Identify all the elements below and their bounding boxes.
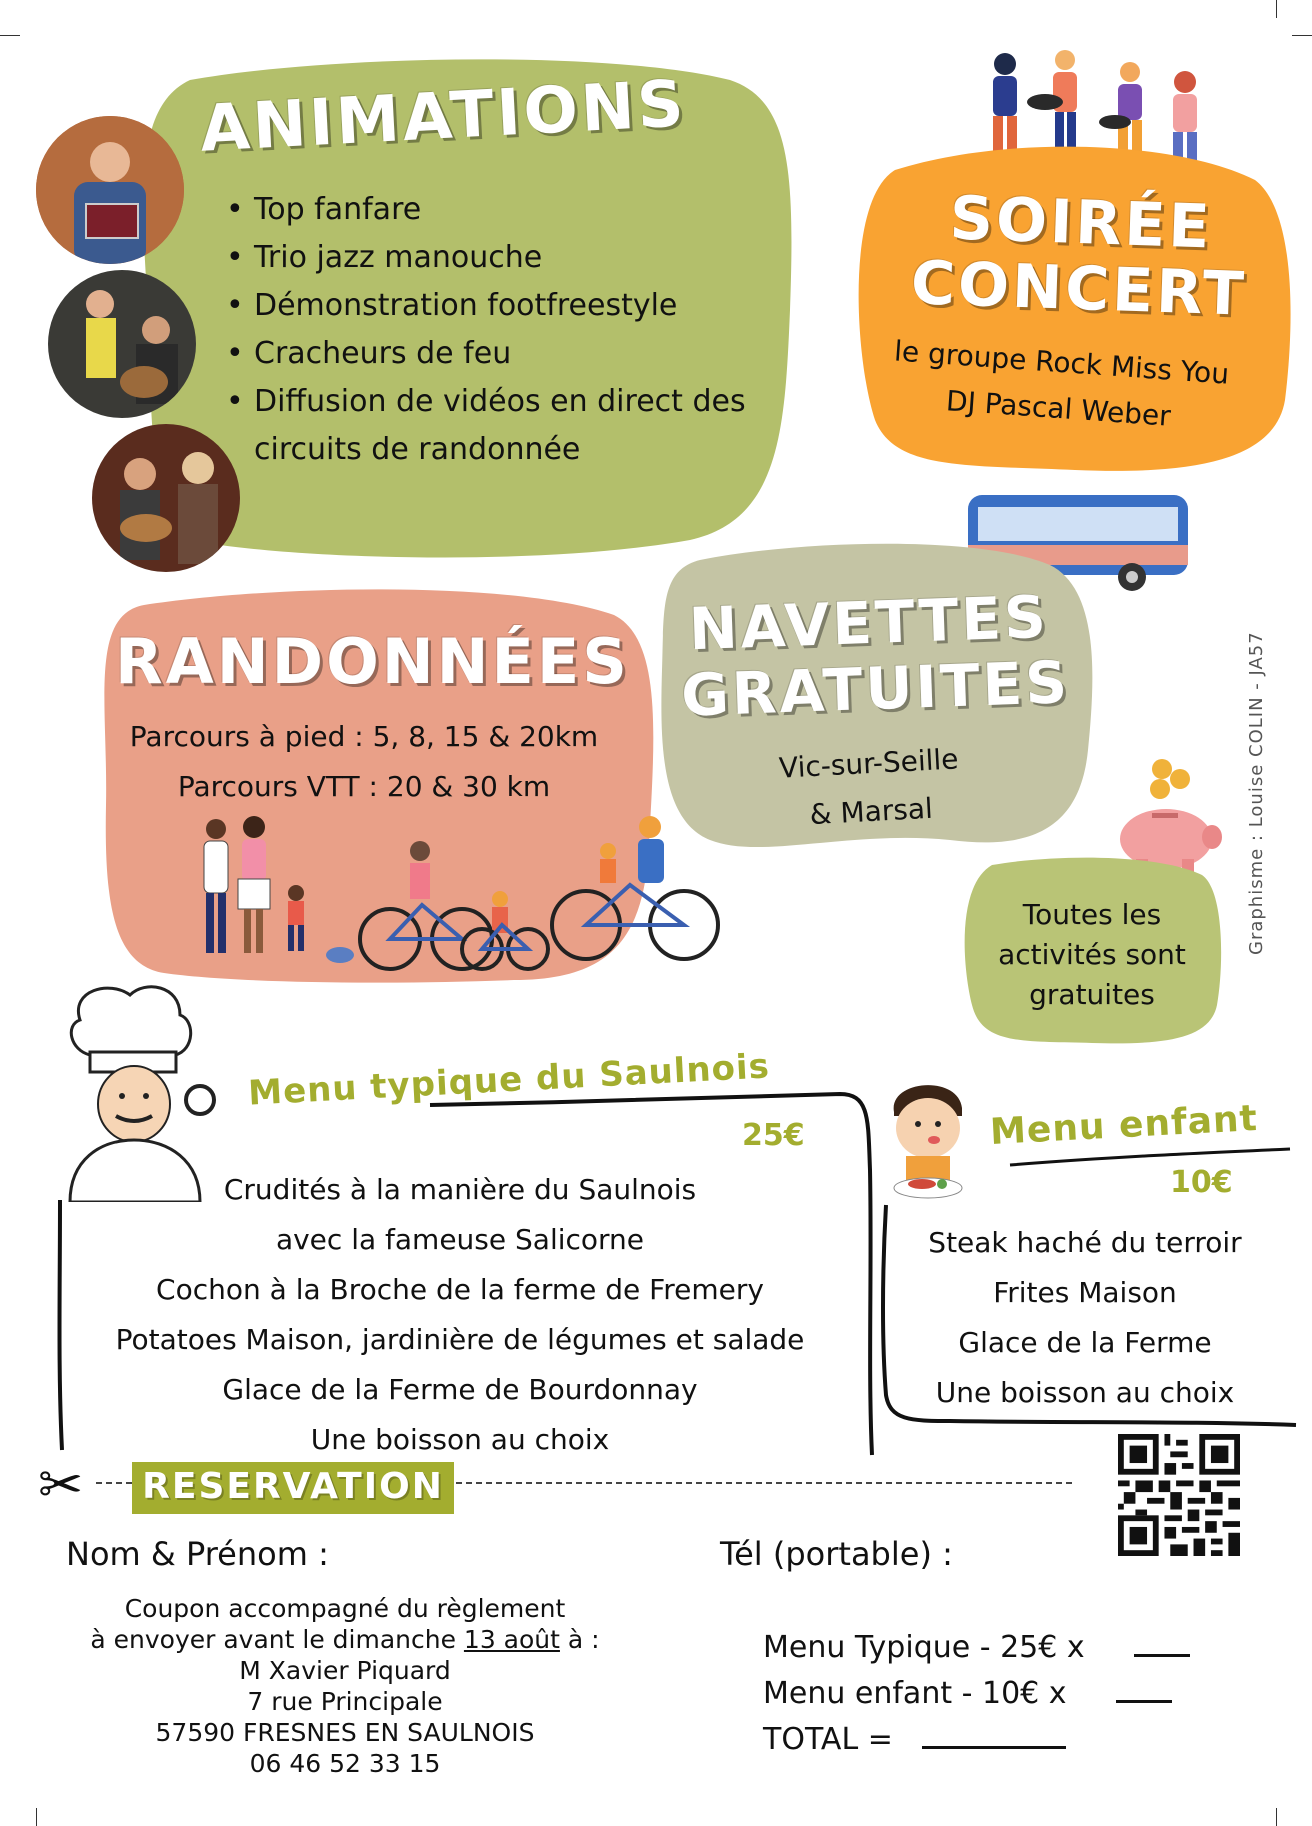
animations-list: [222, 186, 782, 474]
name-field-label[interactable]: Nom & Prénom :: [66, 1535, 329, 1573]
parcours-pied: Parcours à pied : 5, 8, 15 & 20km: [129, 720, 599, 753]
accordion-player-photo: [36, 116, 184, 264]
order-form: [763, 1625, 1190, 1763]
hikers-cyclists-illustration: [190, 815, 730, 975]
coupon-line: Coupon accompagné du règlement: [124, 1594, 566, 1623]
singers-photo: [92, 424, 240, 572]
concert-band: le groupe Rock Miss You: [893, 334, 1231, 391]
crop-mark: [36, 1808, 37, 1826]
coupon-date: 13 août: [463, 1625, 560, 1654]
order-enfant-label: Menu enfant - 10€ x: [763, 1676, 1067, 1711]
list-item: • Top fanfare: [222, 186, 782, 234]
address-street: 7 rue Principale: [247, 1687, 443, 1716]
reservation-label: RESERVATION: [142, 1466, 444, 1507]
order-enfant-qty[interactable]: [1116, 1692, 1172, 1703]
gratuit-line: Toutes les: [1022, 898, 1162, 931]
coupon-line-text: à envoyer avant le dimanche: [90, 1625, 456, 1654]
concert-title-line: CONCERT: [909, 248, 1248, 330]
scissors-icon: ✂: [38, 1453, 84, 1516]
menu-item: Potatoes Maison, jardinière de légumes et salade: [115, 1323, 805, 1356]
crop-mark: [1292, 35, 1312, 36]
coupon-instructions: [40, 1593, 650, 1779]
list-item: • Démonstration footfreestyle: [222, 282, 782, 330]
phone-field-label[interactable]: Tél (portable) :: [720, 1535, 953, 1573]
navette-town: & Marsal: [808, 791, 934, 832]
crop-mark: [1276, 0, 1277, 18]
menu-item: Glace de la Ferme de Bourdonnay: [222, 1373, 698, 1406]
menu-item: Cochon à la Broche de la ferme de Fremery: [156, 1273, 764, 1306]
navettes-title: [678, 582, 1072, 730]
jazz-trio-photo: [48, 270, 196, 418]
menu-item: Glace de la Ferme: [958, 1326, 1212, 1359]
menu-item: Frites Maison: [993, 1276, 1177, 1309]
menu-item: avec la fameuse Salicorne: [275, 1223, 645, 1256]
concert-dj: DJ Pascal Weber: [944, 384, 1172, 433]
list-item: • Trio jazz manouche: [222, 234, 782, 282]
gratuit-line: activités sont: [998, 938, 1186, 971]
order-typique-qty[interactable]: [1134, 1646, 1190, 1657]
menu-typique-title: Menu typique du Saulnois: [247, 1046, 771, 1114]
coupon-line-text: à :: [567, 1625, 600, 1654]
address-city: 57590 FRESNES EN SAULNOIS: [155, 1718, 535, 1747]
order-row: [763, 1625, 1190, 1671]
graphic-credit: Graphisme : Louise COLIN - JA57: [1246, 631, 1267, 955]
address-name: M Xavier Piquard: [239, 1656, 451, 1685]
menu-typique-items: [60, 1165, 860, 1465]
navettes-title-line: GRATUITES: [680, 648, 1072, 730]
order-total-label: TOTAL =: [763, 1722, 893, 1757]
menu-item: Une boisson au choix: [935, 1376, 1235, 1409]
menu-item: Crudités à la manière du Saulnois: [223, 1173, 697, 1206]
list-item: circuits de randonnée: [254, 432, 581, 467]
menu-enfant-items: [885, 1218, 1285, 1418]
list-item: • Diffusion de vidéos en direct des: [222, 378, 782, 426]
menu-typique-price: 25€: [742, 1118, 805, 1153]
menu-item: Steak haché du terroir: [928, 1226, 1242, 1259]
order-row: [763, 1717, 1190, 1763]
navette-town: Vic-sur-Seille: [778, 742, 960, 785]
crop-mark: [0, 35, 20, 36]
navettes-details: [698, 731, 1043, 845]
concert-title: [888, 183, 1272, 328]
concert-title-line: SOIRÉE: [948, 183, 1214, 263]
menu-enfant-title: Menu enfant: [989, 1098, 1259, 1153]
randonnees-details: [94, 712, 634, 812]
order-total-field[interactable]: [922, 1738, 1066, 1749]
coupon-line: [40, 1624, 650, 1655]
address-phone: 06 46 52 33 15: [249, 1749, 441, 1778]
animations-title: ANIMATIONS: [198, 67, 689, 167]
randonnees-title: RANDONNÉES: [115, 625, 630, 698]
order-typique-label: Menu Typique - 25€ x: [763, 1630, 1085, 1665]
qr-code[interactable]: [1118, 1434, 1240, 1556]
navettes-title-line: NAVETTES: [687, 582, 1050, 664]
gratuit-text: [962, 895, 1222, 1015]
order-row: [763, 1671, 1190, 1717]
menu-enfant-price: 10€: [1170, 1165, 1233, 1200]
gratuit-line: gratuites: [1029, 978, 1155, 1011]
crop-mark: [1276, 1808, 1277, 1826]
list-item: • Cracheurs de feu: [222, 330, 782, 378]
parcours-vtt: Parcours VTT : 20 & 30 km: [177, 770, 551, 803]
menu-item: Une boisson au choix: [310, 1423, 610, 1456]
